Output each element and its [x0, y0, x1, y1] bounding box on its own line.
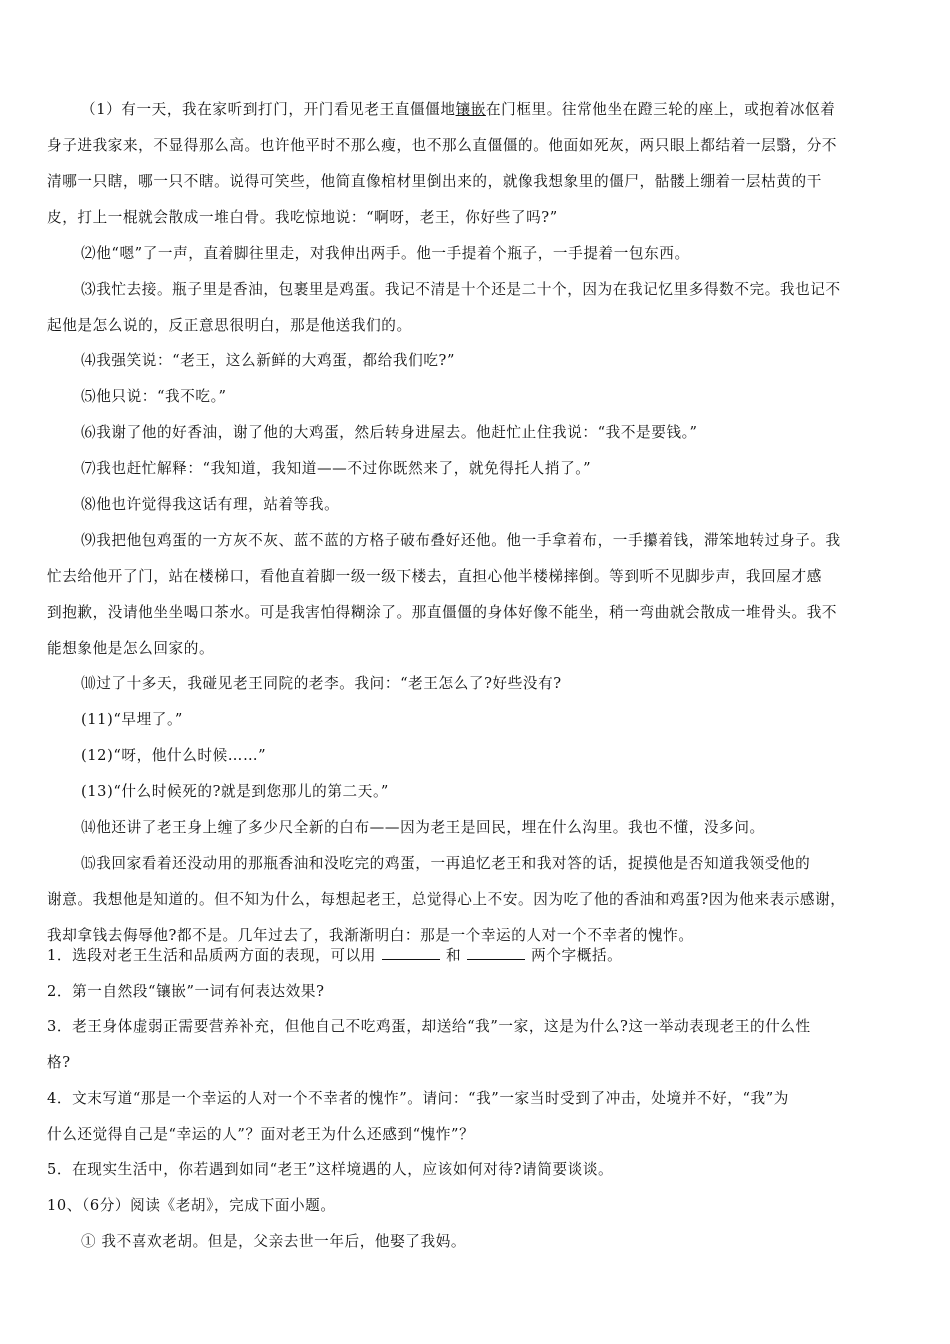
- paragraph-9: ⑼我把他包鸡蛋的一方灰不灰、蓝不蓝的方格子破布叠好还他。他一手拿着布，一手攥着钱，滞笨地转过身子。我: [81, 532, 841, 549]
- underlined-word: 镶嵌: [455, 101, 486, 118]
- paragraph-1-line-1: （1）有一天，我在家听到打门，开门看见老王直僵僵地镶嵌在门框里。往常他坐在蹬三轮的座上，或抱着冰伛着: [81, 101, 836, 118]
- paragraph-5: ⑸他只说：“我不吃。”: [81, 388, 227, 405]
- question-3: 3．老王身体虚弱正需要营养补充，但他自己不吃鸡蛋，却送给“我”一家，这是为什么?这一举动表现老王的什么性 格?: [47, 1018, 811, 1071]
- section-10-heading: 10、（6分）阅读《老胡》，完成下面小题。: [47, 1197, 336, 1214]
- question-2: 2．第一自然段“镶嵌”一词有何表达效果?: [47, 983, 325, 1000]
- paragraph-1-continued: 身子进我家来，不显得那么高。也许他平时不那么瘦，也不那么直僵僵的。他面如死灰，两只眼上都结着一层翳，分不 清哪一只瞎，哪一只不瞎。说得可笑些，他简直像棺材里倒出来的，就像我想象里的僵尸，骷髅上绷着一层枯黄的干 皮，打上一棍就会散成一堆白骨。我吃惊地说：“啊呀，老王，你好些了吗?”: [47, 137, 838, 226]
- paragraph-9-continued: 忙去给他开了门，站在楼梯口，看他直着脚一级一级下楼去，直担心他半楼梯摔倒。等到听不见脚步声，我回屋才感 到抱歉，没请他坐坐喝口茶水。可是我害怕得糊涂了。那直僵僵的身体好像不能坐，稍一弯曲就会散成一堆骨头。我不 能想象他是怎么回家的。: [47, 568, 838, 657]
- paragraph-1: [47, 92, 941, 128]
- question-5: 5．在现实生活中，你若遇到如同“老王”这样境遇的人，应该如何对待?请简要谈谈。: [47, 1161, 614, 1178]
- question-4: 4．文末写道“那是一个幸运的人对一个不幸者的愧怍”。请问：“我”一家当时受到了冲击，处境并不好，“我”为 什么还觉得自己是“幸运的人”？面对老王为什么还感到“愧怍”？: [47, 1090, 789, 1143]
- paragraph-14: ⒁他还讲了老王身上缠了多少尺全新的白布——因为老王是回民，埋在什么沟里。我也不懂，没多问。: [81, 819, 765, 836]
- paragraph-2: ⑵他“嗯”了一声，直着脚往里走，对我伸出两手。他一手提着个瓶子，一手提着一包东西。: [81, 245, 690, 262]
- paragraph-15-continued: 谢意。我想他是知道的。但不知为什么，每想起老王，总觉得心上不安。因为吃了他的香油和鸡蛋?因为他来表示感谢， 我却拿钱去侮辱他?都不是。几年过去了，我渐渐明白：那是一个幸运的人对一个不幸者的愧怍。: [47, 891, 846, 944]
- answer-blank-1[interactable]: [382, 945, 440, 960]
- paragraph-8: ⑻他也许觉得我这话有理，站着等我。: [81, 496, 340, 513]
- section-10-paragraph-1: ① 我不喜欢老胡。但是，父亲去世一年后，他娶了我妈。: [81, 1233, 467, 1250]
- paragraph-10: ⑽过了十多天，我碰见老王同院的老李。我问：“老王怎么了?好些没有?: [81, 675, 562, 692]
- paragraph-6: ⑹我谢了他的好香油，谢了他的大鸡蛋，然后转身进屋去。他赶忙止住我说：“我不是要钱。”: [81, 424, 698, 441]
- paragraph-11: (11)“早埋了。”: [81, 711, 183, 728]
- question-1: 1．选段对老王生活和品质两方面的表现，可以用 和 两个字概括。: [47, 947, 623, 964]
- answer-blank-2[interactable]: [467, 945, 525, 960]
- paragraph-3: ⑶我忙去接。瓶子里是香油，包裹里是鸡蛋。我记不清是十个还是二十个，因为在我记忆里多得数不完。我也记不: [81, 281, 841, 298]
- paragraph-4: ⑷我强笑说：“老王，这么新鲜的大鸡蛋，都给我们吃?”: [81, 352, 456, 369]
- paragraph-12: (12)“呀，他什么时候……”: [81, 747, 267, 764]
- paragraph-7: ⑺我也赶忙解释：“我知道，我知道——不过你既然来了，就免得托人捎了。”: [81, 460, 592, 477]
- paragraph-13: (13)“什么时候死的?就是到您那儿的第二天。”: [81, 783, 389, 800]
- paragraph-3-continued: 起他是怎么说的，反正意思很明白，那是他送我们的。: [47, 317, 412, 334]
- paragraph-15: ⒂我回家看着还没动用的那瓶香油和没吃完的鸡蛋，一再追忆老王和我对答的话，捉摸他是否知道我领受他的: [81, 855, 811, 872]
